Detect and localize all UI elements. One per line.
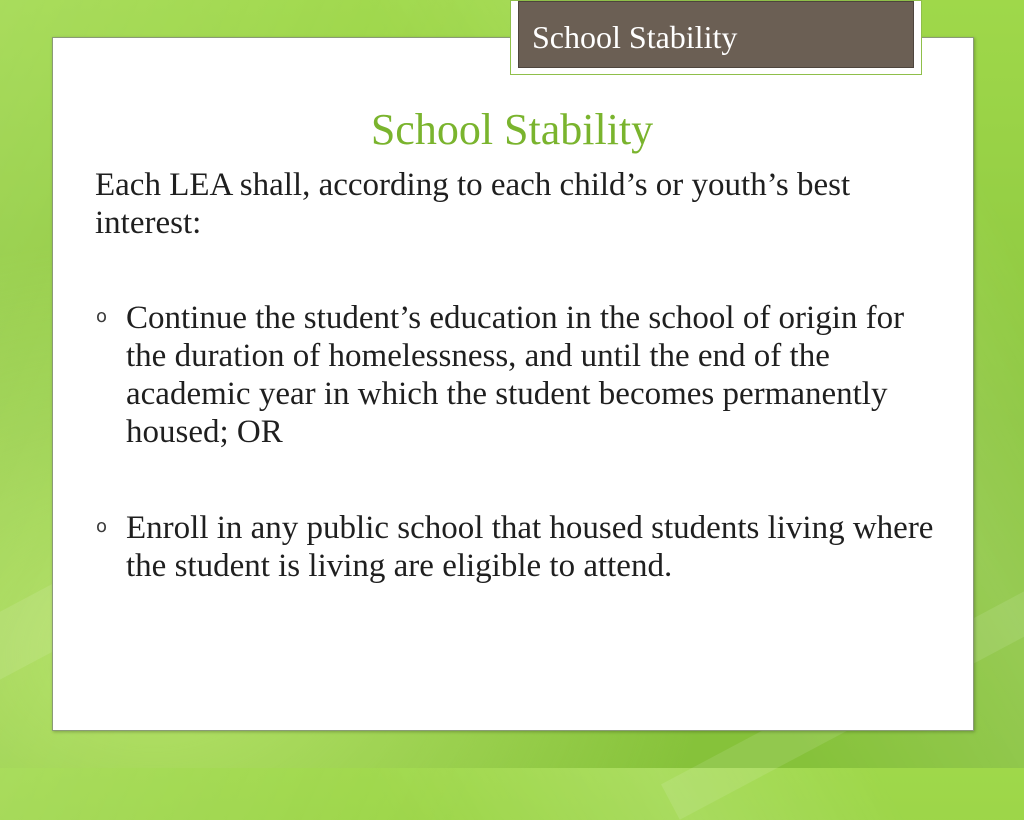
bullet-item <box>95 509 945 585</box>
header-tab-label: School Stability <box>532 19 738 55</box>
slide-title: School Stability <box>370 105 654 154</box>
intro-paragraph: Each LEA shall, according to each child’s or youth’s best interest: <box>95 167 851 241</box>
header-tab-frame <box>510 0 922 75</box>
header-tab <box>518 1 914 68</box>
circle-bullet-icon: o <box>96 306 108 327</box>
circle-bullet-icon: o <box>96 516 108 537</box>
bullet-text: Continue the student’s education in the school of origin for the duration of homelessness, and until the end of the academic year in which the student becomes permanently housed; OR <box>126 300 905 450</box>
bullet-text: Enroll in any public school that housed students living where the student is living are eligible to attend. <box>126 510 934 584</box>
bullet-item <box>95 299 945 451</box>
slide-body <box>95 166 945 643</box>
